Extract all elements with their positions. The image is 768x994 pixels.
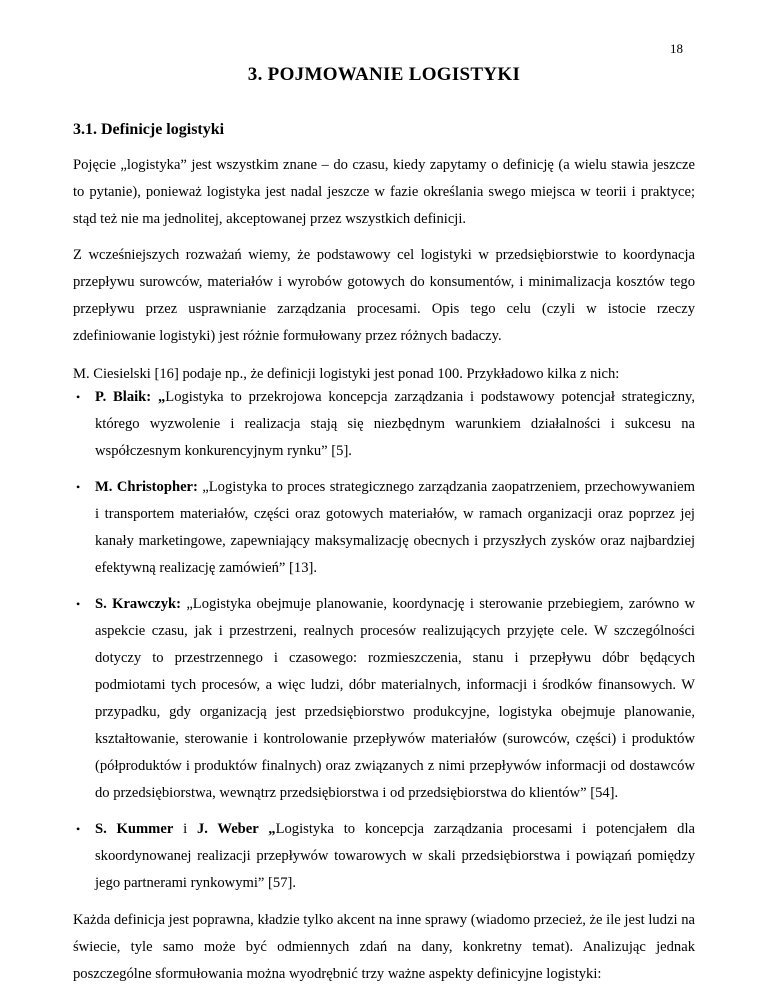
definition-text: „Logistyka to proces strategicznego zarządzania zaopatrzeniem, przechowywaniem i transportem materiałów, części oraz gotowych materiałów, w ramach organizacji oraz poprzez jej kanały marketingowe, zapewniający maksymalizację obecnych i przyszłych zysków oraz najbardziej efektywną realizację zamówień” [13]. (95, 479, 695, 576)
paragraph-final: Każda definicja jest poprawna, kładzie tylko akcent na inne sprawy (wiadomo przecież, że ile jest ludzi na świecie, tyle samo może być odmiennych zdań na dany, konkretny temat). Analizując jednak poszczególne sformułowania można wyodrębnić trzy ważne aspekty definicyjne logistyki: (73, 912, 695, 982)
definition-text: Logistyka to przekrojowa koncepcja zarządzania i podstawowy potencjał strategiczny, którego wyzwolenie i realizacja stają się niezbędnym warunkiem działalności i sukcesu na współczesnym konkurencyjnym rynku” [5]. (95, 389, 695, 459)
bullet-icon: • (76, 597, 81, 611)
definition-author: S. Krawczyk: (95, 596, 181, 612)
definition-item (73, 474, 695, 582)
bullet-icon: • (76, 822, 81, 836)
paragraph-1: Pojęcie „logistyka” jest wszystkim znane – do czasu, kiedy zapytamy o definicję (a wielu stawia jeszcze to pytanie), ponieważ logistyka jest nadal jeszcze w fazie określania swego miejsca w teorii i praktyce; stąd też nie ma jednolitej, akceptowanej przez wszystkich definicji. (73, 157, 695, 227)
definition-conjunction: i (173, 821, 197, 837)
chapter-title: 3. POJMOWANIE LOGISTYKI (247, 64, 521, 85)
bullet-icon: • (76, 480, 81, 494)
definitions-intro: M. Ciesielski [16] podaje np., że definicji logistyki jest ponad 100. Przykładowo kilka z nich: (73, 366, 620, 382)
definition-text: „Logistyka obejmuje planowanie, koordynację i sterowanie przebiegiem, zarówno w aspekcie czasu, jak i przestrzeni, realnych procesów realizujących przyjęte cele. W szczególności dotyczy to przestrzennego i czasowego: rozmieszczenia, stanu i przepływu dóbr będących podmiotami tych procesów, a więc ludzi, dóbr materialnych, informacji i środków finansowych. W przypadku, gdy organizacją jest przedsiębiorstwo produkcyjne, logistyka obejmuje planowanie, kształtowanie, sterowanie i kontrolowanie przepływów materiałów (surowców, części) i produktów (półproduktów i produktów finalnych) oraz związanych z nimi przepływów informacji od dostawców do przedsiębiorstwa, wewnątrz przedsiębiorstwa i od przedsiębiorstwa do klientów” [54]. (95, 596, 695, 801)
paragraph-2: Z wcześniejszych rozważań wiemy, że podstawowy cel logistyki w przedsiębiorstwie to koordynacja przepływu surowców, materiałów i wyrobów gotowych do konsumentów, i minimalizacja kosztów tego przepływu przez usprawnianie zarządzania procesami. Opis tego celu (czyli w istocie rzeczy zdefiniowanie logistyki) jest różnie formułowany przez różnych badaczy. (73, 247, 695, 344)
definition-item (73, 591, 695, 807)
bullet-icon: • (76, 390, 81, 404)
definition-author-2: J. Weber „ (196, 821, 276, 837)
definition-text: Logistyka to koncepcja zarządzania procesami i potencjałem dla skoordynowanej realizacji przepływów towarowych w skali przedsiębiorstwa i powiązań pomiędzy jego partnerami rynkowymi” [57]. (95, 821, 695, 891)
document-body (73, 152, 695, 988)
definition-author: S. Kummer (95, 821, 174, 837)
definitions-list (73, 384, 695, 897)
definition-item (73, 384, 695, 465)
section-title: 3.1. Definicje logistyki (73, 121, 225, 138)
definition-author: P. Blaik: „ (95, 389, 166, 405)
definition-author: M. Christopher: (95, 479, 198, 495)
page-number: 18 (670, 41, 683, 56)
definition-item (73, 816, 695, 897)
